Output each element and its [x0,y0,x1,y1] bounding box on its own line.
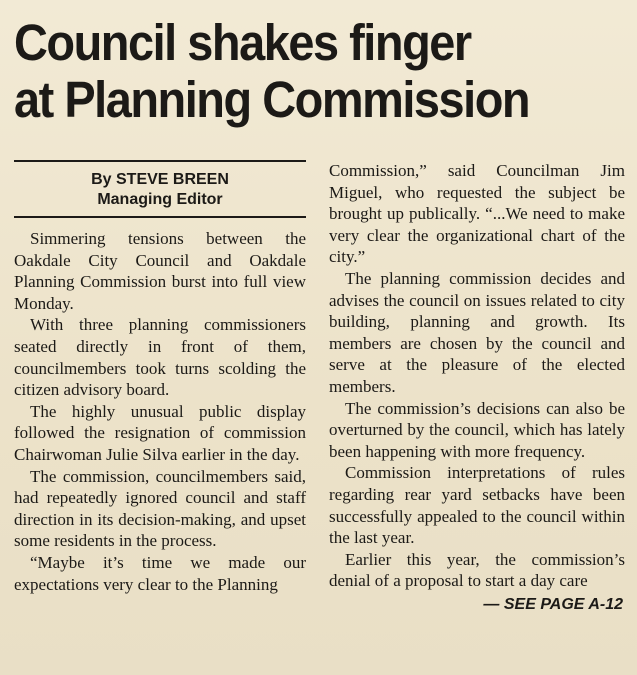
paragraph: Commission interpretations of rules regarding rear yard setbacks have been successfully appealed to the council within the last year. [329,463,625,548]
headline [14,14,621,128]
paragraph: The commission, councilmembers said, had repeatedly ignored council and staff direction in its decision-making, and upset some residents in the process. [14,466,306,551]
byline [14,160,306,218]
right-column [329,160,625,614]
paragraph: The highly unusual public display followed the resignation of commission Chairwoman Julie Silva earlier in the day. [14,401,306,464]
left-column [14,160,306,614]
paragraph: With three planning commissioners seated directly in front of them, councilmembers took turns scolding the citizen advisory board. [14,315,306,400]
byline-title: Managing Editor [97,191,223,208]
paragraph: Earlier this year, the commission’s denial of a proposal to start a day care [329,549,625,591]
headline-line-2: at Planning Commission [14,71,530,128]
paragraph: The planning commission decides and advises the council on issues related to city building, planning and growth. Its members are chosen by the council and serve at the pleasure of the elected members. [329,268,625,396]
paragraph: The commission’s decisions can also be overturned by the council, which has lately been happening with more frequency. [329,398,625,461]
byline-author: By STEVE BREEN [91,171,229,188]
paragraph: “Maybe it’s time we made our expectations very clear to the Planning [14,552,306,594]
paragraph-continued: Commission,” said Councilman Jim Miguel, who requested the subject be brought up publically. “...We need to make very clear the organizational chart of the city.” [329,161,625,267]
article-body [14,160,625,614]
headline-line-1: Council shakes finger [14,14,471,71]
paragraph: Simmering tensions between the Oakdale City Council and Oakdale Planning Commission burst into full view Monday. [14,229,306,313]
continued-on-page: — SEE PAGE A-12 [483,595,623,613]
